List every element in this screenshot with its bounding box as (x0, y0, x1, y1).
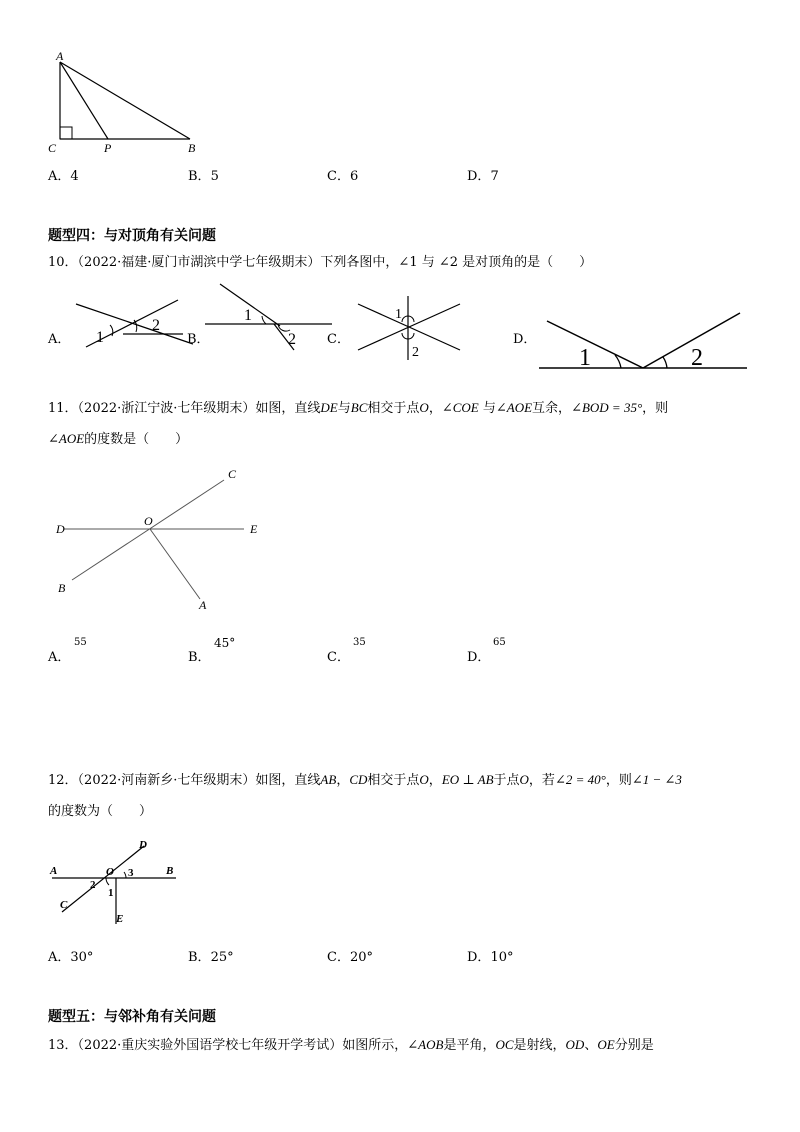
section4-heading: 题型四：与对顶角有关问题 (48, 228, 216, 244)
q10-option-c-label[interactable]: C． (327, 332, 350, 347)
q10-figure-c[interactable] (348, 292, 468, 364)
q10-stem: 10．（2022·福建·厦门市湖滨中学七年级期末）下列各图中，∠1 与 ∠2 是对顶角的是（ ） (48, 255, 593, 270)
q12-stem-line1: 12．（2022·河南新乡·七年级期末）如图，直线AB，CD相交于点O，EO ⊥ AB于点O，若∠2 = 40°，则∠1 − ∠3 (48, 772, 682, 788)
q12-option-c[interactable]: C．20° (327, 950, 373, 965)
q12-label-C: C (60, 899, 68, 911)
q11-figure (48, 462, 278, 617)
label-P: P (104, 141, 112, 154)
q11-stem-line2: ∠AOE的度数是（ ） (48, 431, 189, 447)
q11-option-b-value: 45° (214, 636, 236, 650)
q9-option-b[interactable]: B．5 (188, 169, 219, 184)
q12-label-O: O (106, 866, 114, 878)
q11-option-d-value: 65 (493, 637, 506, 648)
label-A: A (56, 49, 64, 63)
q11-label-O: O (144, 514, 153, 528)
q10-figure-d[interactable] (535, 305, 750, 373)
q12-label-B: B (166, 865, 174, 877)
q10-option-a-label[interactable]: A． (48, 332, 71, 347)
q11-option-d[interactable]: D． (467, 650, 491, 665)
q10c-label-2: 2 (412, 345, 419, 360)
q10a-label-2: 2 (152, 317, 160, 334)
section5-heading: 题型五：与邻补角有关问题 (48, 1009, 216, 1025)
q10-figure-b[interactable] (200, 280, 335, 352)
q12-option-a[interactable]: A．30° (48, 950, 94, 965)
q12-label-E: E (116, 913, 124, 925)
q9-option-d[interactable]: D．7 (467, 169, 499, 184)
q10c-label-1: 1 (395, 307, 402, 322)
q10-figure-a[interactable] (68, 292, 198, 354)
label-C: C (48, 141, 57, 154)
q9-option-a[interactable]: A．4 (48, 169, 79, 184)
q10b-label-2: 2 (288, 331, 296, 348)
q12-option-b[interactable]: B．25° (188, 950, 234, 965)
q12-label-D: D (139, 839, 147, 851)
q12-label-2: 2 (90, 879, 96, 891)
q12-label-A: A (50, 865, 58, 877)
q11-label-C: C (228, 467, 237, 481)
q11-label-B: B (58, 581, 66, 595)
q11-stem-line1: 11．（2022·浙江宁波·七年级期末）如图，直线DE与BC相交于点O，∠COE 与∠AOE互余，∠BOD = 35°，则 (48, 400, 669, 416)
q11-option-a-value: 55 (74, 637, 87, 648)
q11-label-D: D (56, 522, 65, 536)
q12-option-d[interactable]: D．10° (467, 950, 514, 965)
q11-option-b[interactable]: B． (188, 650, 211, 665)
q10-option-d-label[interactable]: D． (513, 332, 537, 347)
q10d-label-2: 2 (691, 345, 703, 371)
q12-stem-line2: 的度数为（ ） (48, 804, 153, 819)
q11-option-a[interactable]: A． (48, 650, 71, 665)
q10b-label-1: 1 (244, 307, 252, 324)
q10d-label-1: 1 (579, 345, 591, 371)
triangle-figure (40, 44, 210, 154)
q11-label-A: A (199, 598, 207, 612)
q12-label-3: 3 (128, 867, 134, 879)
q11-option-c-value: 35 (353, 637, 366, 648)
q12-figure (48, 836, 188, 928)
q11-option-c[interactable]: C． (327, 650, 350, 665)
label-B: B (188, 141, 196, 154)
q10a-label-1: 1 (96, 329, 104, 346)
q13-stem: 13．（2022·重庆实验外国语学校七年级开学考试）如图所示，∠AOB是平角，OC是射线，OD、OE分别是 (48, 1037, 654, 1053)
q10-option-b-label[interactable]: B． (187, 332, 210, 347)
q9-option-c[interactable]: C．6 (327, 169, 359, 184)
q12-label-1: 1 (108, 887, 114, 899)
q11-label-E: E (250, 522, 258, 536)
